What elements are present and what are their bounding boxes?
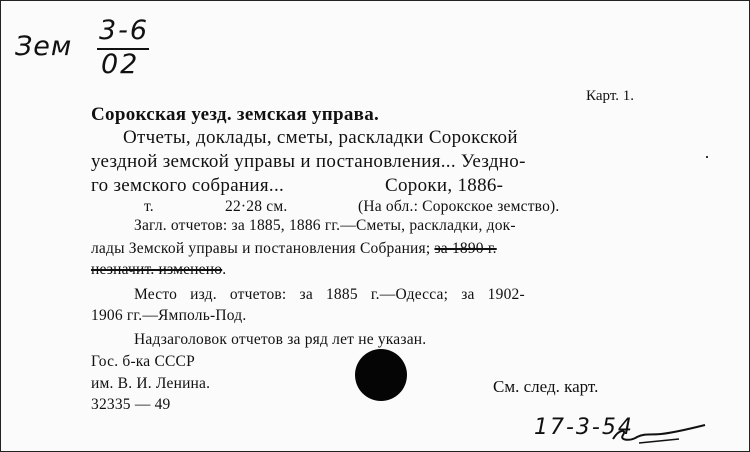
place-note-line-1: Место изд. отчетов: за 1885 г.—Одесса; за 1902- xyxy=(134,286,525,303)
cover-note: (На обл.: Сорокское земство). xyxy=(358,198,560,215)
struck-text-2: незначит. изменено xyxy=(91,261,223,278)
handwritten-date: 17-3-54 xyxy=(534,415,634,440)
imprint-place-year: Сороки, 1886- xyxy=(385,175,504,196)
shelf-mark-prefix: Зем xyxy=(15,31,73,62)
library-stamp xyxy=(355,349,407,401)
struck-text: за 1890 г. xyxy=(434,240,497,257)
title-line-1: Отчеты, доклады, сметы, раскладки Сорокской xyxy=(123,127,518,148)
volumes-mark: т. xyxy=(144,198,154,215)
title-line-2: уездной земской управы и постановления... Уездно- xyxy=(91,151,526,172)
dimensions: 22·28 см. xyxy=(225,198,288,215)
see-next-card: См. след. карт. xyxy=(493,377,599,396)
title-line-3: го земского собрания... xyxy=(91,175,285,196)
title-note-line-3-end: . xyxy=(222,261,227,278)
inventory-number: 32335 — 49 xyxy=(91,396,171,413)
shelf-mark-numerator: 3-6 xyxy=(99,15,150,46)
no-supertitle-note: Надзаголовок отчетов за ряд лет не указан. xyxy=(134,331,427,348)
title-note-line-3 xyxy=(91,261,226,279)
shelf-mark-denominator: 02 xyxy=(101,49,140,80)
signature-scribble xyxy=(609,421,709,447)
place-note-line-2: 1906 гг.—Ямполь-Под. xyxy=(91,307,247,324)
heading-author: Сорокская уезд. земская управа. xyxy=(91,104,380,125)
title-note-line-2-text: лады Земской управы и постановления Собрания; xyxy=(91,240,435,257)
title-note-line-1: Загл. отчетов: за 1885, 1886 гг.—Сметы, раскладки, док- xyxy=(134,217,516,234)
library-name-line-1: Гос. б-ка СССР xyxy=(91,353,195,370)
title-note-line-2 xyxy=(91,240,497,258)
card-number: Карт. 1. xyxy=(586,88,634,104)
speck xyxy=(706,156,708,158)
library-name-line-2: им. В. И. Ленина. xyxy=(91,375,211,392)
